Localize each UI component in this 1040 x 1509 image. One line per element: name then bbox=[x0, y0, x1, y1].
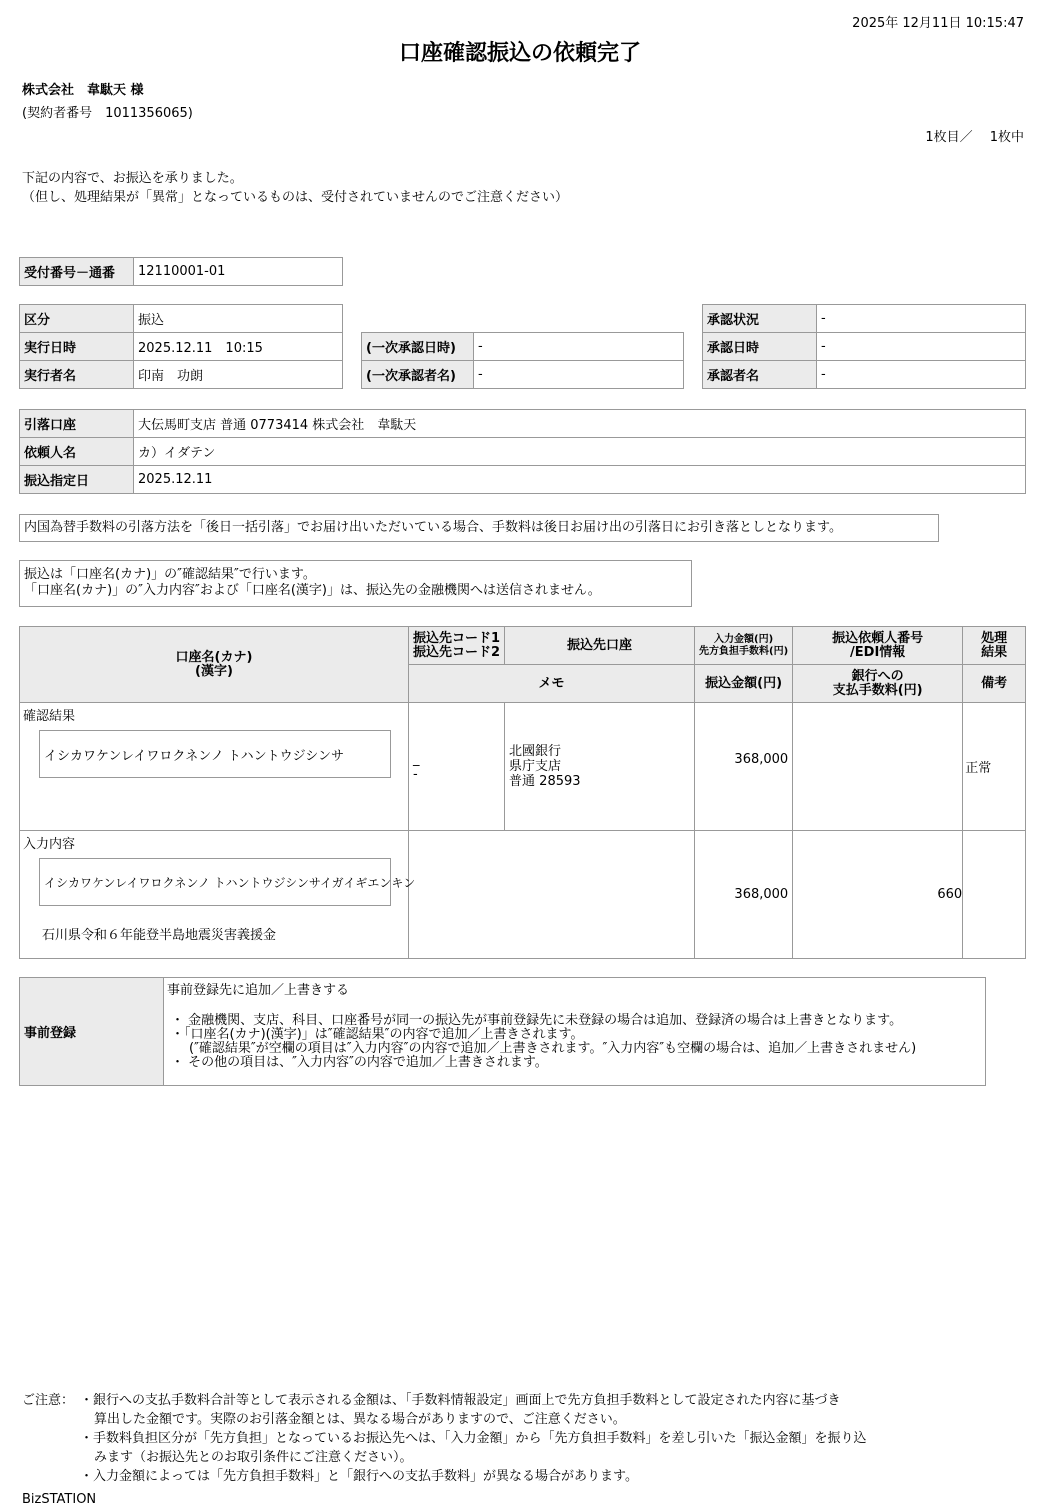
approver-label: 承認者名 bbox=[703, 361, 817, 389]
prereg-bullet3: ・ その他の項目は、″入力内容″の内容で追加／上書きされます。 bbox=[171, 1055, 548, 1070]
header-kanji: (漢字) bbox=[195, 663, 233, 679]
header-remarks: 備考 bbox=[963, 665, 1026, 703]
approver-value: - bbox=[817, 361, 1026, 389]
header-input-amount: 入力金額(円) bbox=[714, 633, 774, 645]
caution-label: ご注意： bbox=[22, 1393, 75, 1408]
prereg-table bbox=[19, 977, 986, 1086]
header-result bbox=[963, 627, 1026, 665]
contract-number: (契約者番号 1011356065) bbox=[22, 106, 193, 121]
header-recipient-fee: 先方負担手数料(円) bbox=[699, 645, 789, 657]
input-kanji: 石川県令和６年能登半島地震災害義援金 bbox=[42, 928, 277, 943]
company-name: 株式会社 韋駄天 様 bbox=[22, 83, 144, 98]
input-label: 入力内容 bbox=[23, 837, 76, 852]
header-account-name bbox=[20, 627, 409, 703]
approve-status-label: 承認状況 bbox=[703, 305, 817, 333]
dest-account-number: 普通 28593 bbox=[509, 774, 581, 789]
approve-status-value: - bbox=[817, 305, 1026, 333]
brand-name: BizSTATION bbox=[22, 1492, 97, 1507]
summary-left-table bbox=[19, 304, 343, 389]
input-amount: 368,000 bbox=[695, 831, 793, 959]
confirm-row bbox=[20, 703, 1026, 831]
header-edi1: 振込依頼人番号 bbox=[832, 630, 924, 646]
header-edi bbox=[793, 627, 963, 665]
header-codes bbox=[409, 627, 505, 665]
header-memo: メモ bbox=[409, 665, 695, 703]
account-table bbox=[19, 409, 1026, 494]
prereg-content bbox=[164, 978, 986, 1086]
requester-value: カ）イダテン bbox=[134, 438, 1026, 466]
prereg-bullet2b: (″確認結果″が空欄の項目は″入力内容″の内容で追加／上書きされます。″入力内容″も空欄の場合は、追加／上書きされません) bbox=[189, 1041, 917, 1056]
exec-date-label: 実行日時 bbox=[20, 333, 134, 361]
caution-note1b: 算出した金額です。実際のお引落金額とは、異なる場合がありますので、ご注意ください。 bbox=[94, 1412, 626, 1427]
header-bank-fee bbox=[793, 665, 963, 703]
first-approver-value: - bbox=[474, 361, 684, 389]
prereg-bullet1: ・ 金融機関、支店、科目、口座番号が同一の振込先が事前登録先に未登録の場合は追加、登録済の場合は上書きとなります。 bbox=[171, 1013, 903, 1028]
first-approve-date-label: (一次承認日時) bbox=[362, 333, 474, 361]
caution-note3: ・入力金額によっては「先方負担手数料」と「銀行への支払手数料」が異なる場合があります。 bbox=[80, 1469, 638, 1484]
header-transfer-amount: 振込金額(円) bbox=[695, 665, 793, 703]
prereg-title: 事前登録先に追加／上書きする bbox=[167, 983, 350, 998]
header-bank-fee2: 支払手数料(円) bbox=[832, 682, 923, 698]
input-cell bbox=[20, 831, 416, 959]
approve-date-value: - bbox=[817, 333, 1026, 361]
caution-note2b: みます（お振込先とのお取引条件にご注意ください）。 bbox=[94, 1450, 413, 1465]
confirm-kana-box bbox=[39, 730, 391, 778]
process-status: 正常 bbox=[963, 703, 1026, 831]
prereg-label: 事前登録 bbox=[20, 978, 164, 1086]
fee-notice: 内国為替手数料の引落方法を「後日一括引落」でお届け出いただいている場合、手数料は後日お届け出の引落日にお引き落としとなります。 bbox=[19, 514, 939, 542]
exec-user-label: 実行者名 bbox=[20, 361, 134, 389]
category-label: 区分 bbox=[20, 305, 134, 333]
prereg-bullet2: ・「口座名(カナ)(漢字)」は″確認結果″の内容で追加／上書きされます。 bbox=[171, 1027, 584, 1042]
input-kana: イシカワケンレイワロクネンノ トハントウジシンサイガイギエンキン bbox=[44, 875, 416, 890]
receipt-label: 受付番号－通番 bbox=[20, 258, 134, 286]
header-kana: 口座名(カナ) bbox=[175, 649, 253, 665]
caution-note1a: ・銀行への支払手数料合計等として表示される金額は、「手数料情報設定」画面上で先方負担手数料として設定された内容に基づき bbox=[80, 1393, 841, 1408]
summary-mid-table bbox=[361, 332, 684, 389]
transfer-table bbox=[19, 626, 1026, 959]
kana-notice-line1: 振込は「口座名(カナ)」の″確認結果″で行います。 bbox=[24, 567, 316, 582]
first-approver-label: (一次承認者名) bbox=[362, 361, 474, 389]
caution-note2a: ・手数料負担区分が「先方負担」となっているお振込先へは、「入力金額」から「先方負担手数料」を差し引いた「振込金額」を振り込 bbox=[80, 1431, 867, 1446]
confirm-code1: _ bbox=[413, 751, 420, 767]
page-info: 1枚目／ 1枚中 bbox=[925, 130, 1024, 145]
kana-notice-line2: 「口座名(カナ)」の″入力内容″および「口座名(漢字)」は、振込先の金融機関へは送信されません。 bbox=[24, 583, 601, 598]
first-approve-date-value: - bbox=[474, 333, 684, 361]
dest-account-cell bbox=[505, 703, 695, 831]
input-remarks bbox=[963, 831, 1026, 959]
summary-right-table bbox=[702, 304, 1026, 389]
bank-fee: 660 bbox=[793, 831, 963, 959]
exec-date-value: 2025.12.11 10:15 bbox=[134, 333, 343, 361]
confirm-code2: - bbox=[413, 766, 418, 782]
category-value: 振込 bbox=[134, 305, 343, 333]
header-result1: 処理 bbox=[981, 630, 1008, 646]
header-edi2: /EDI情報 bbox=[850, 644, 906, 660]
confirm-codes bbox=[409, 703, 505, 831]
requester-label: 依頼人名 bbox=[20, 438, 134, 466]
debit-account-value: 大伝馬町支店 普通 0773414 株式会社 韋駄天 bbox=[134, 410, 1026, 438]
transfer-date-value: 2025.12.11 bbox=[134, 466, 1026, 494]
header-code2: 振込先コード2 bbox=[413, 644, 501, 660]
confirm-cell bbox=[20, 703, 409, 831]
input-memo bbox=[409, 831, 695, 959]
page-title: 口座確認振込の依頼完了 bbox=[398, 41, 641, 66]
dest-bank: 北國銀行 bbox=[509, 744, 562, 759]
receipt-value: 12110001-01 bbox=[134, 258, 343, 286]
intro-line2: （但し、処理結果が「異常」となっているものは、受付されていませんのでご注意ください） bbox=[22, 190, 569, 205]
header-bank-fee1: 銀行への bbox=[851, 668, 904, 684]
input-kana-box bbox=[39, 858, 416, 906]
print-datetime: 2025年 12月11日 10:15:47 bbox=[852, 16, 1024, 31]
approve-date-label: 承認日時 bbox=[703, 333, 817, 361]
receipt-table bbox=[19, 257, 343, 286]
intro-line1: 下記の内容で、お振込を承りました。 bbox=[22, 171, 243, 186]
confirm-amount: 368,000 bbox=[695, 703, 793, 831]
kana-notice bbox=[19, 560, 692, 607]
exec-user-value: 印南 功朗 bbox=[134, 361, 343, 389]
confirm-kana: イシカワケンレイワロクネンノ トハントウジシンサ bbox=[44, 748, 344, 764]
debit-account-label: 引落口座 bbox=[20, 410, 134, 438]
header-code1: 振込先コード1 bbox=[413, 630, 501, 646]
transfer-date-label: 振込指定日 bbox=[20, 466, 134, 494]
confirm-edi bbox=[793, 703, 963, 831]
header-result2: 結果 bbox=[981, 644, 1008, 660]
input-row bbox=[20, 831, 1026, 959]
header-amounts bbox=[695, 627, 793, 665]
header-dest-account: 振込先口座 bbox=[505, 627, 695, 665]
dest-branch: 県庁支店 bbox=[509, 759, 562, 774]
caution-block bbox=[22, 1391, 867, 1486]
confirm-label: 確認結果 bbox=[23, 709, 76, 724]
